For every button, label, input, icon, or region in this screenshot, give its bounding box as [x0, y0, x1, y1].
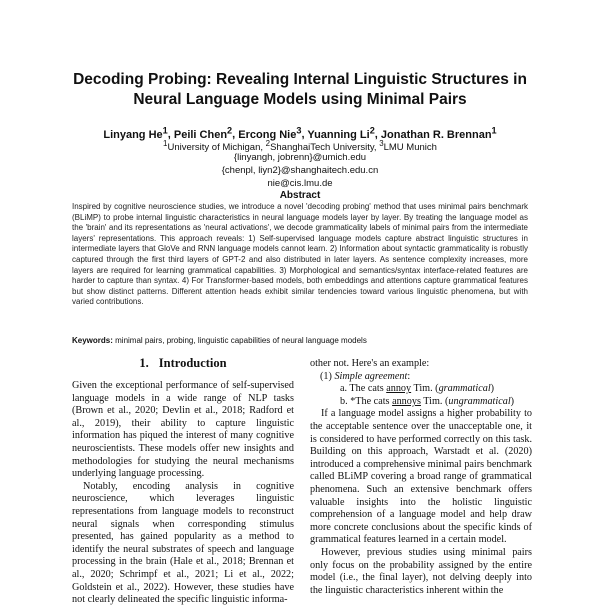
author: Peili Chen$^2$ — [173, 125, 233, 141]
email-shanghaitech: {chenpl, liyn2}@shanghaitech.edu.cn — [221, 165, 379, 176]
paper-title — [60, 70, 540, 110]
author: Ercong Nie$^3$ — [238, 125, 302, 141]
email-lmu: nie@cis.lmu.de — [267, 178, 333, 189]
intro-paragraph-2: Notably, encoding analysis in cognitive neuroscience, which leverages linguistic representations from language models to reconstruct neural signals when corresponding stimulus presented, has gained popularity as a method to identify the neural substrates of speech and language processing in the brain (Hale et al., 2018; Brennan et al., 2020; Schrimpf et al., 2021; Li et al., 2022; Goldstein et al., 2022). However, these studies have not clearly delineated the specific linguistic informa- — [72, 480, 294, 606]
section-heading-introduction: 1. Introduction — [139, 356, 227, 370]
example-b: b. *The cats annoys Tim. (ungrammatical) — [340, 395, 515, 407]
affiliations: $^1$University of Michigan, $^2$ShanghaiTech University, $^3$LMU Munich — [163, 139, 437, 154]
example-a: a. The cats annoy Tim. (grammatical) — [340, 383, 495, 395]
author: Jonathan R. Brennan$^1$ — [380, 125, 497, 141]
right-column — [310, 358, 532, 597]
title-line-1: Decoding Probing: Revealing Internal Linguistic Structures in — [73, 71, 527, 88]
abstract-text: Inspired by cognitive neuroscience studies, we introduce a novel 'decoding probing' method that uses minimal pairs benchmark (BLiMP) to probe internal linguistic characteristics in neural language models layer by layer. By treating the language model as the 'brain' and its representations as 'neural activations', we decode grammaticality labels of minimal pairs from the intermediate layers' representations. This approach reveals: 1) Self-supervised language models capture abstract linguistic structures in intermediate layers that GloVe and RNN language models cannot learn. 2) Information about syntactic grammaticality is robustly captured through the first third layers of GPT-2 and also distributed in later layers. As sentence complexity increases, more layers are required for learning grammatical capabilities. 3) Morphological and semantics/syntax interface-related features are harder to capture than syntax. 4) For Transformer-based models, both embeddings and attentions capture grammatical features but show distinct patterns. Different attention heads exhibit similar tendencies toward various linguistic phenomena, but with varied contributions. — [72, 202, 528, 307]
email-umich: {linyangh, jobrenn}@umich.edu — [233, 152, 367, 163]
right-paragraph-1: If a language model assigns a higher probability to the acceptable sentence over the unacceptable one, it is considered to have performed correctly on this task. Building on this approach, Warstadt et al. (2020) introduced a comprehensive minimal pairs benchmark called BLiMP covering a broad range of grammatical phenomena. Such an extensive benchmark offers valuable insights into the holistic linguistic comprehension of a language model and help draw more concrete conclusions about the specific kinds of grammatical features learned in a certain model. — [310, 408, 532, 546]
keywords — [72, 336, 528, 346]
keywords-text: minimal pairs, probing, linguistic capabilities of neural language models — [112, 336, 367, 345]
example-lead-in: other not. Here's an example: — [310, 358, 430, 369]
title-line-2: Neural Language Models using Minimal Pairs — [133, 91, 467, 108]
author-list: Linyang He$^1$, Peili Chen$^2$, Ercong Nie$^3$, Yuanning Li$^2$, Jonathan R. Brennan$^1$ — [103, 125, 497, 141]
left-column — [72, 356, 294, 607]
keywords-label: Keywords: — [72, 336, 113, 345]
example-header: (1) Simple agreement: — [320, 370, 411, 382]
author: Yuanning Li$^2$ — [307, 125, 375, 141]
right-paragraph-2: However, previous studies using minimal pairs only focus on the probability assigned by the entire model (i.e., the final layer), not delving deeply into the linguistic characteristics inherent within the — [310, 546, 532, 596]
intro-paragraph-1: Given the exceptional performance of self-supervised language models in a wide range of NLP tasks (Brown et al., 2020; Devlin et al., 2018; Radford et al., 2019), their ability to capture linguistic information has piqued the interest of many cognitive neuroscientists. These models offer new insights and methodologies for studying the neural mechanisms underlying language processing. — [72, 380, 294, 480]
author: Linyang He$^1$ — [103, 125, 168, 141]
abstract-heading: Abstract — [279, 190, 321, 201]
